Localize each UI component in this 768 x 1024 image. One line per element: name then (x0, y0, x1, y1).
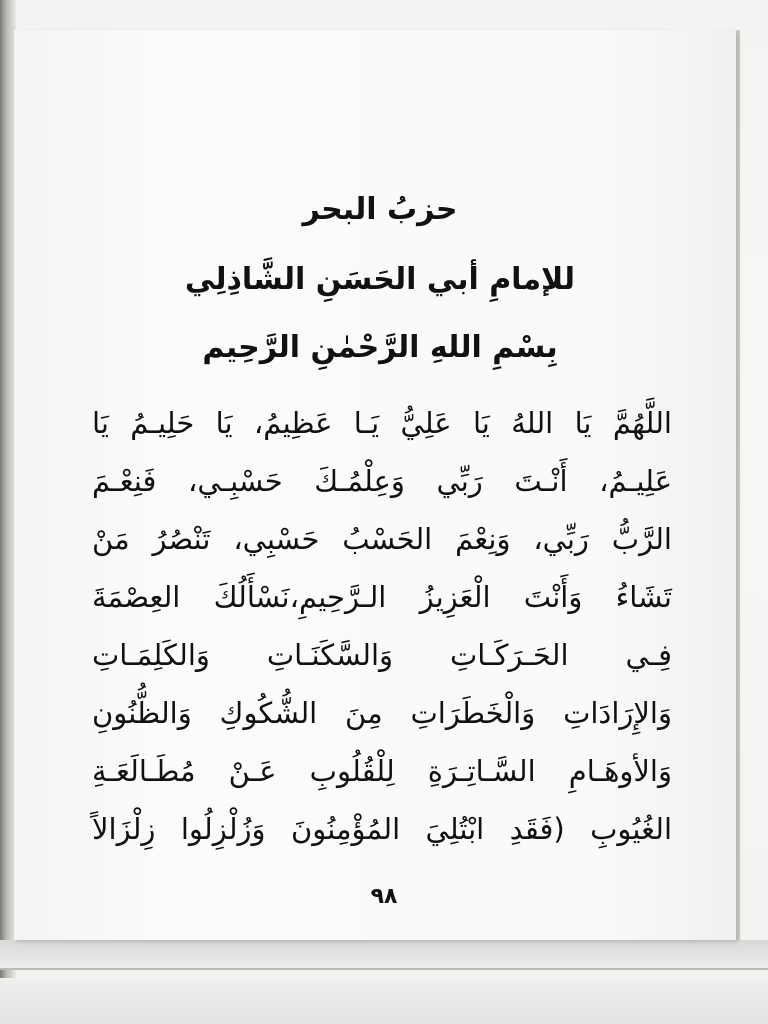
text-line: فِـي الحَـرَكَـاتِ وَالسَّكَنَـاتِ وَالكَلِمَـاتِ (92, 638, 672, 672)
text-line: الرَّبُّ رَبِّي، وَنِعْمَ الحَسْبُ حَسْبِي، تَنْصُرُ مَنْ (92, 522, 672, 556)
text-line: اللَّهُمَّ يَا اللهُ يَا عَلِيُّ يَـا عَظِيمُ، يَا حَلِيـمُ يَا (92, 406, 672, 440)
prayer-text (92, 396, 672, 860)
text-line: الغُيُوبِ (فَقَدِ ابْتُلِيَ المُؤْمِنُونَ وَزُلْزِلُوا زِلْزَالاً (92, 812, 672, 846)
text-line: عَلِيـمُ، أَنْـتَ رَبِّي وَعِلْمُـكَ حَسْبِـي، فَنِعْـمَ (92, 464, 672, 498)
text-line: وَالإِرَادَاتِ وَالْخَطَرَاتِ مِنَ الشُّكُوكِ وَالظُّنُونِ (92, 696, 672, 730)
basmala: بِسْمِ اللهِ الرَّحْمٰنِ الرَّحِيم (202, 330, 558, 365)
page-number: ٩٨ (370, 884, 398, 909)
text-line: تَشَاءُ وَأَنْتَ الْعَزِيزُ الـرَّحِيمِ،نَسْأَلُكَ العِصْمَةَ (92, 580, 672, 614)
page-subtitle: للإمامِ أبي الحَسَنِ الشَّاذِلِي (184, 262, 576, 297)
page-divider-line (0, 968, 768, 970)
text-line: وَالأوهَـامِ السَّـاتِـرَةِ لِلْقُلُوبِ عَـنْ مُطَـالَعَـةِ (92, 754, 672, 788)
underlying-page-bottom (0, 978, 768, 1024)
page-title: حزبُ البحر (302, 192, 458, 227)
underlying-page (0, 940, 768, 968)
